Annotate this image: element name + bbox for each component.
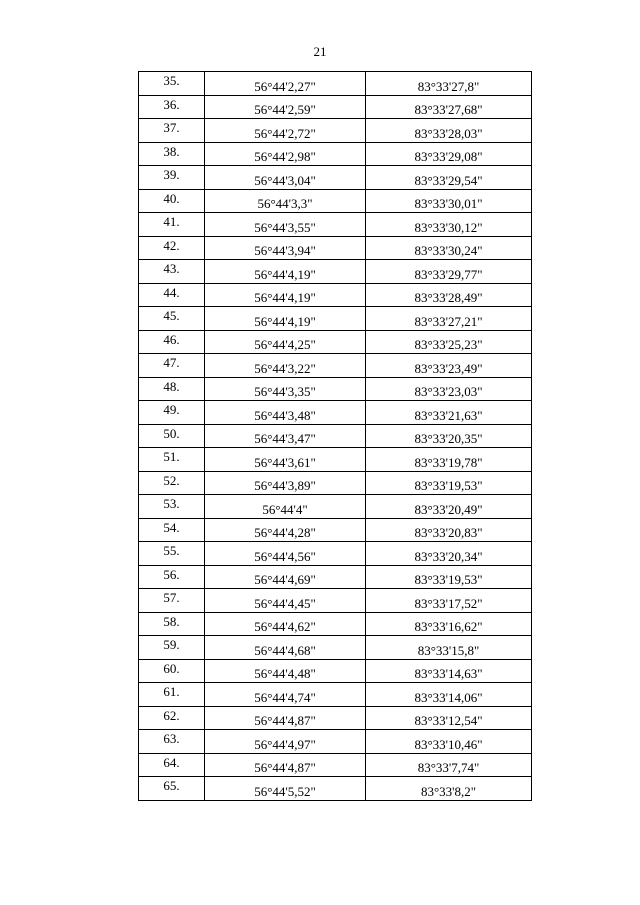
point-number-cell: 58. xyxy=(139,612,205,636)
point-number-cell: 36. xyxy=(139,95,205,119)
longitude-cell: 83°33'23,49" xyxy=(366,354,532,378)
point-number-cell: 61. xyxy=(139,683,205,707)
table-row xyxy=(139,95,532,119)
latitude-cell: 56°44'4,74" xyxy=(205,683,366,707)
coordinates-table-body xyxy=(139,72,532,801)
latitude-cell: 56°44'2,27" xyxy=(205,72,366,96)
latitude-cell: 56°44'4,19" xyxy=(205,283,366,307)
latitude-cell: 56°44'4,25" xyxy=(205,330,366,354)
longitude-cell: 83°33'29,77" xyxy=(366,260,532,284)
longitude-cell: 83°33'29,54" xyxy=(366,166,532,190)
point-number-cell: 53. xyxy=(139,495,205,519)
table-row xyxy=(139,612,532,636)
table-row xyxy=(139,236,532,260)
longitude-cell: 83°33'20,83" xyxy=(366,518,532,542)
longitude-cell: 83°33'20,35" xyxy=(366,424,532,448)
point-number-cell: 60. xyxy=(139,659,205,683)
table-row xyxy=(139,518,532,542)
latitude-cell: 56°44'4,87" xyxy=(205,706,366,730)
table-row xyxy=(139,72,532,96)
longitude-cell: 83°33'10,46" xyxy=(366,730,532,754)
table-row xyxy=(139,377,532,401)
longitude-cell: 83°33'20,34" xyxy=(366,542,532,566)
latitude-cell: 56°44'4,45" xyxy=(205,589,366,613)
table-row xyxy=(139,753,532,777)
longitude-cell: 83°33'17,52" xyxy=(366,589,532,613)
table-row xyxy=(139,448,532,472)
latitude-cell: 56°44'4,56" xyxy=(205,542,366,566)
latitude-cell: 56°44'2,59" xyxy=(205,95,366,119)
table-row xyxy=(139,354,532,378)
coordinates-table xyxy=(138,71,532,801)
longitude-cell: 83°33'28,49" xyxy=(366,283,532,307)
point-number-cell: 51. xyxy=(139,448,205,472)
point-number-cell: 46. xyxy=(139,330,205,354)
latitude-cell: 56°44'4" xyxy=(205,495,366,519)
table-row xyxy=(139,636,532,660)
longitude-cell: 83°33'19,53" xyxy=(366,471,532,495)
page-number: 21 xyxy=(313,44,327,59)
latitude-cell: 56°44'3,22" xyxy=(205,354,366,378)
point-number-cell: 44. xyxy=(139,283,205,307)
table-row xyxy=(139,189,532,213)
longitude-cell: 83°33'14,06" xyxy=(366,683,532,707)
point-number-cell: 59. xyxy=(139,636,205,660)
table-row xyxy=(139,401,532,425)
longitude-cell: 83°33'30,24" xyxy=(366,236,532,260)
latitude-cell: 56°44'4,68" xyxy=(205,636,366,660)
latitude-cell: 56°44'3,35" xyxy=(205,377,366,401)
point-number-cell: 47. xyxy=(139,354,205,378)
longitude-cell: 83°33'23,03" xyxy=(366,377,532,401)
point-number-cell: 45. xyxy=(139,307,205,331)
latitude-cell: 56°44'3,47" xyxy=(205,424,366,448)
longitude-cell: 83°33'8,2" xyxy=(366,777,532,801)
latitude-cell: 56°44'4,62" xyxy=(205,612,366,636)
table-row xyxy=(139,260,532,284)
table-row xyxy=(139,659,532,683)
latitude-cell: 56°44'3,61" xyxy=(205,448,366,472)
point-number-cell: 39. xyxy=(139,166,205,190)
point-number-cell: 54. xyxy=(139,518,205,542)
point-number-cell: 50. xyxy=(139,424,205,448)
longitude-cell: 83°33'7,74" xyxy=(366,753,532,777)
longitude-cell: 83°33'30,01" xyxy=(366,189,532,213)
point-number-cell: 41. xyxy=(139,213,205,237)
latitude-cell: 56°44'2,98" xyxy=(205,142,366,166)
latitude-cell: 56°44'3,3" xyxy=(205,189,366,213)
point-number-cell: 49. xyxy=(139,401,205,425)
table-row xyxy=(139,471,532,495)
table-row xyxy=(139,213,532,237)
longitude-cell: 83°33'15,8" xyxy=(366,636,532,660)
longitude-cell: 83°33'29,08" xyxy=(366,142,532,166)
point-number-cell: 65. xyxy=(139,777,205,801)
point-number-cell: 64. xyxy=(139,753,205,777)
latitude-cell: 56°44'4,97" xyxy=(205,730,366,754)
longitude-cell: 83°33'12,54" xyxy=(366,706,532,730)
latitude-cell: 56°44'4,48" xyxy=(205,659,366,683)
longitude-cell: 83°33'27,21" xyxy=(366,307,532,331)
point-number-cell: 57. xyxy=(139,589,205,613)
table-row xyxy=(139,706,532,730)
table-row xyxy=(139,565,532,589)
latitude-cell: 56°44'5,52" xyxy=(205,777,366,801)
point-number-cell: 48. xyxy=(139,377,205,401)
point-number-cell: 42. xyxy=(139,236,205,260)
longitude-cell: 83°33'28,03" xyxy=(366,119,532,143)
table-row xyxy=(139,142,532,166)
table-row xyxy=(139,495,532,519)
longitude-cell: 83°33'27,68" xyxy=(366,95,532,119)
point-number-cell: 63. xyxy=(139,730,205,754)
table-row xyxy=(139,542,532,566)
latitude-cell: 56°44'3,55" xyxy=(205,213,366,237)
latitude-cell: 56°44'3,48" xyxy=(205,401,366,425)
longitude-cell: 83°33'25,23" xyxy=(366,330,532,354)
longitude-cell: 83°33'27,8" xyxy=(366,72,532,96)
point-number-cell: 62. xyxy=(139,706,205,730)
table-row xyxy=(139,683,532,707)
latitude-cell: 56°44'3,89" xyxy=(205,471,366,495)
point-number-cell: 52. xyxy=(139,471,205,495)
point-number-cell: 40. xyxy=(139,189,205,213)
longitude-cell: 83°33'20,49" xyxy=(366,495,532,519)
point-number-cell: 56. xyxy=(139,565,205,589)
table-row xyxy=(139,777,532,801)
latitude-cell: 56°44'3,94" xyxy=(205,236,366,260)
latitude-cell: 56°44'4,69" xyxy=(205,565,366,589)
table-row xyxy=(139,424,532,448)
latitude-cell: 56°44'2,72" xyxy=(205,119,366,143)
point-number-cell: 55. xyxy=(139,542,205,566)
point-number-cell: 43. xyxy=(139,260,205,284)
table-row xyxy=(139,166,532,190)
table-row xyxy=(139,589,532,613)
point-number-cell: 37. xyxy=(139,119,205,143)
longitude-cell: 83°33'21,63" xyxy=(366,401,532,425)
latitude-cell: 56°44'4,28" xyxy=(205,518,366,542)
latitude-cell: 56°44'3,04" xyxy=(205,166,366,190)
latitude-cell: 56°44'4,19" xyxy=(205,260,366,284)
point-number-cell: 38. xyxy=(139,142,205,166)
longitude-cell: 83°33'19,78" xyxy=(366,448,532,472)
table-row xyxy=(139,730,532,754)
table-row xyxy=(139,119,532,143)
table-row xyxy=(139,330,532,354)
point-number-cell: 35. xyxy=(139,72,205,96)
longitude-cell: 83°33'14,63" xyxy=(366,659,532,683)
longitude-cell: 83°33'30,12" xyxy=(366,213,532,237)
longitude-cell: 83°33'19,53" xyxy=(366,565,532,589)
latitude-cell: 56°44'4,19" xyxy=(205,307,366,331)
latitude-cell: 56°44'4,87" xyxy=(205,753,366,777)
table-row xyxy=(139,307,532,331)
table-row xyxy=(139,283,532,307)
longitude-cell: 83°33'16,62" xyxy=(366,612,532,636)
